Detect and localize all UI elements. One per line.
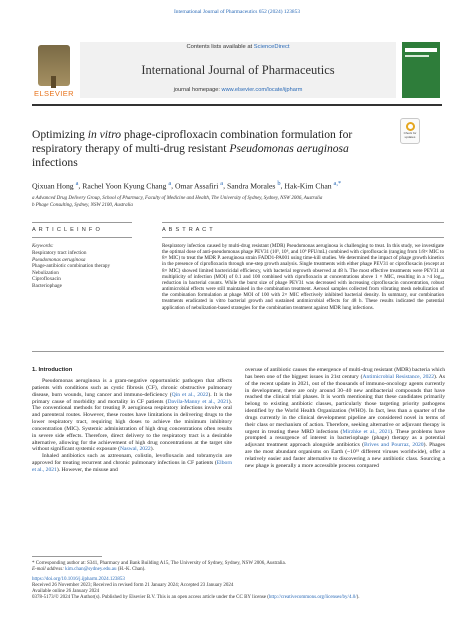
top-citation[interactable]: International Journal of Pharmaceutics 652 (2024) 123853	[173, 9, 301, 15]
check-for-updates-button[interactable]	[400, 118, 420, 144]
keyword: Ciprofloxacin	[32, 276, 61, 283]
paragraph: Pseudomonas aeruginosa is a gram-negative opportunistic pathogen that affects patients with conditions such as cystic fibrosis (CF), chronic obstructive pulmonary disease, burn wounds, lung cancer and immuno-deficiency (Qin et al., 2022). It is the primary cause of morbidity and mortality in CF patients (Davila-Manny et al., 2021). The conventional methods for treating P. aeruginosa respiratory infections involve oral and parenteral routes. However, these routes have limitations in delivering drugs to the lower respiratory tract, requiring high doses to achieve the minimum inhibitory concentration (MIC). Systemic administration of high drug concentrations often results in severe side effects. Therefore, direct delivery to the respiratory tract is a desirable alternative, allowing for the achievement of high drug concentrations at the target site without significant systemic exposure (Naswal, 2022).	[32, 378, 232, 453]
homepage-line	[80, 87, 396, 93]
title-part: phage-ciprofloxacin combination formulation for respiratory therapy of multi-drug resistant	[32, 128, 353, 155]
received-dates: Received 26 November 2023; Received in revised form 21 January 2024; Accepted 23 January 2024	[32, 583, 234, 588]
title-part: infections	[32, 155, 78, 169]
section-rule	[32, 237, 132, 238]
keyword: Respiratory tract infection	[32, 250, 87, 256]
elsevier-logo	[32, 40, 76, 102]
keyword: Pseudomonas aeruginosa	[32, 256, 86, 263]
keywords-label: Keywords:	[32, 244, 54, 249]
tree-trunk	[51, 76, 56, 88]
section-rule	[32, 222, 132, 223]
citation-link[interactable]: Antimicrobial Resistance, 2022	[362, 373, 435, 380]
abstract-text: Respiratory infection caused by multi-drug resistant (MDR) Pseudomonas aeruginosa is challenging to treat. In this study, we investigate the optimal dose of anti-pseudomonas phage PEV31 (10⁵, 10⁶, and 10⁹ PFU/mL) combined with ciprofloxacin (ranging from 1/8× MIC to 8× MIC) to treat the MDR P. aeruginosa strain FADD1-PA001 using time-kill studies. We determined the impact of phage growth kinetics in the presence of ciprofloxacin through one-step growth analysis. Single treatments with either phage PEV31 or ciprofloxacin (except at 8× MIC) showed limited bactericidal efficiency, with bacterial regrowth observed at 48 h. The most effective treatments were PEV31 at multiplicity of infection (MOI) of 0.1 and 100 combined with ciprofloxacin at concentrations above 1 × MIC, resulting in a >4 log₁₀ reduction in bacterial counts. While the burst size of phage PEV31 was decreased with increasing ciprofloxacin concentration, robust antimicrobial effects were still maintained in the combination treatment. Aerosol samples collected from vibrating mesh nebulization of the combination formulation at phage MOI of 100 with 2× MIC effectively inhibited bacterial density. In summary, our combination treatments eradicated in vitro bacterial growth and sustained antimicrobial effects for 48 h. These results indicated the potential application of nebulization-based strategies for the combination treatment against MDR lung infections.	[162, 243, 444, 311]
author[interactable]: Qixuan Hong	[32, 181, 76, 191]
author-sup: a,*	[333, 180, 342, 187]
homepage-prefix: journal homepage:	[173, 87, 222, 93]
keywords-list	[32, 250, 132, 290]
affiliation: b Phage Consulting, Sydney, NSW 2100, Australia	[32, 203, 133, 208]
right-column	[245, 367, 445, 470]
check-updates-label: Check for updates	[403, 131, 417, 139]
citation-link[interactable]: Elborn et al., 2021	[32, 460, 232, 473]
sciencedirect-link[interactable]: ScienceDirect	[253, 44, 290, 50]
section-rule	[162, 237, 444, 238]
publisher-name: ELSEVIER	[34, 89, 74, 98]
author-sup: b	[277, 180, 281, 187]
abstract-heading: A B S T R A C T	[162, 227, 214, 233]
section-rule	[32, 351, 444, 352]
author-sup: a	[220, 180, 224, 187]
title-italic: Pseudomonas aeruginosa	[229, 141, 349, 155]
email-link[interactable]: kim.chan@sydney.edu.au	[65, 567, 117, 572]
homepage-link[interactable]: www.elsevier.com/locate/ijpharm	[221, 87, 303, 93]
journal-masthead	[32, 40, 442, 102]
author[interactable]: , Omar Assafiri	[171, 181, 221, 191]
author-sup: a	[168, 180, 172, 187]
journal-title: International Journal of Pharmaceutics	[141, 63, 335, 77]
article-info-heading: A R T I C L E I N F O	[32, 227, 101, 233]
author[interactable]: , Hak-Kim Chan	[280, 181, 334, 191]
paragraph: overuse of antibiotic causes the emergence of multi-drug resistant (MDR) bacteria which has been one of the biggest issues in 21st century (Antimicrobial Resistance, 2022). As of the recent update in 2021, out of the thousands of immuno-oncology agents currently in development, there are only around 30–40 new antibacterial compounds that have reached the clinical trial phases. It is worth mentioning that these candidates primarily belong to existing antibiotic classes, particularly those targeting priority pathogens identified by the World Health Organization (WHO). In fact, less than a quarter of the drugs currently in the clinical development pipeline are considered novel in terms of their class or mechanism of action. Therefore, seeking alternative or adjuvant therapy is urgent in treating these MRD infections (Mirzhke et al., 2021). These problems have prompted a resurgence of interest in bacteriophage (phage) therapy as a potential adjuvant treatment approach alongside antibiotics (Brives and Pourraz, 2020). Phages are the most abundant organisms on Earth (~10³¹ different viruses worldwide), offer a relatively easier and faster alternative to discovering a new antibiotic class. Sourcing a new phage is generally a more accessible process compared	[245, 367, 446, 469]
title-italic: in vitro	[87, 128, 122, 141]
paragraph: Inhaled antibiotics such as aztreonam, colistin, levofloxacin and tobramycin are approved for treating recurrent and chronic pulmonary infections in CF patients (Elborn et al., 2021). However, the misuse and	[32, 453, 232, 473]
citation-link[interactable]: Brives and Pourraz, 2020	[364, 442, 424, 449]
check-updates-icon	[406, 122, 415, 131]
title-part: Optimizing	[32, 128, 88, 141]
citation-link[interactable]: Davila-Manny et al., 2021	[167, 398, 229, 405]
masthead-divider	[32, 104, 442, 106]
author-list	[32, 180, 442, 191]
affiliation: a Advanced Drug Delivery Group, School of Pharmacy, Faculty of Medicine and Health, The University of Sydney, Sydney, NSW 2006, Australia	[32, 196, 323, 201]
author-sup: a	[75, 180, 79, 187]
available-online: Available online 26 January 2024	[32, 589, 100, 594]
license-link[interactable]: http://creativecommons.org/licenses/by/4.0/	[268, 595, 357, 600]
footnotes	[32, 561, 442, 601]
cover-title-bar	[405, 48, 437, 52]
author[interactable]: , Sandra Morales	[223, 181, 278, 191]
article-title	[32, 128, 392, 169]
keyword: Nebulization	[32, 269, 59, 276]
contents-prefix: Contents lists available at	[186, 44, 254, 50]
citation-link[interactable]: Qin et al., 2022	[171, 391, 209, 398]
citation-link[interactable]: Mirzhke et al., 2021	[342, 428, 391, 435]
doi-link[interactable]: https://doi.org/10.1016/j.ijpharm.2024.123853	[32, 577, 125, 582]
cover-subtitle-bar	[405, 55, 429, 57]
contents-line	[80, 44, 396, 50]
corresponding-author-note: * Corresponding author at: S341, Pharmacy and Bank Building A15, The University of Sydney, Sydney, NSW 2006, Australia.	[32, 561, 287, 566]
footnote-rule	[32, 556, 102, 557]
keyword: Phage-antibiotic combination therapy	[32, 263, 111, 270]
email-line: E-mail address: kim.chan@sydney.edu.au (H.-K. Chan).	[32, 567, 146, 572]
author[interactable]: , Rachel Yoon Kyung Chang	[78, 181, 169, 191]
license-line: 0378-5173/© 2024 The Author(s). Published by Elsevier B.V. This is an open access article under the CC BY license (http://creativecommons.org/licenses/by/4.0/).	[32, 595, 360, 600]
introduction-heading: 1. Introduction	[32, 367, 73, 373]
citation-link[interactable]: Naswal, 2022	[119, 446, 151, 453]
section-rule	[162, 222, 444, 223]
keyword: Bacteriophage	[32, 282, 62, 289]
left-column	[32, 378, 232, 474]
